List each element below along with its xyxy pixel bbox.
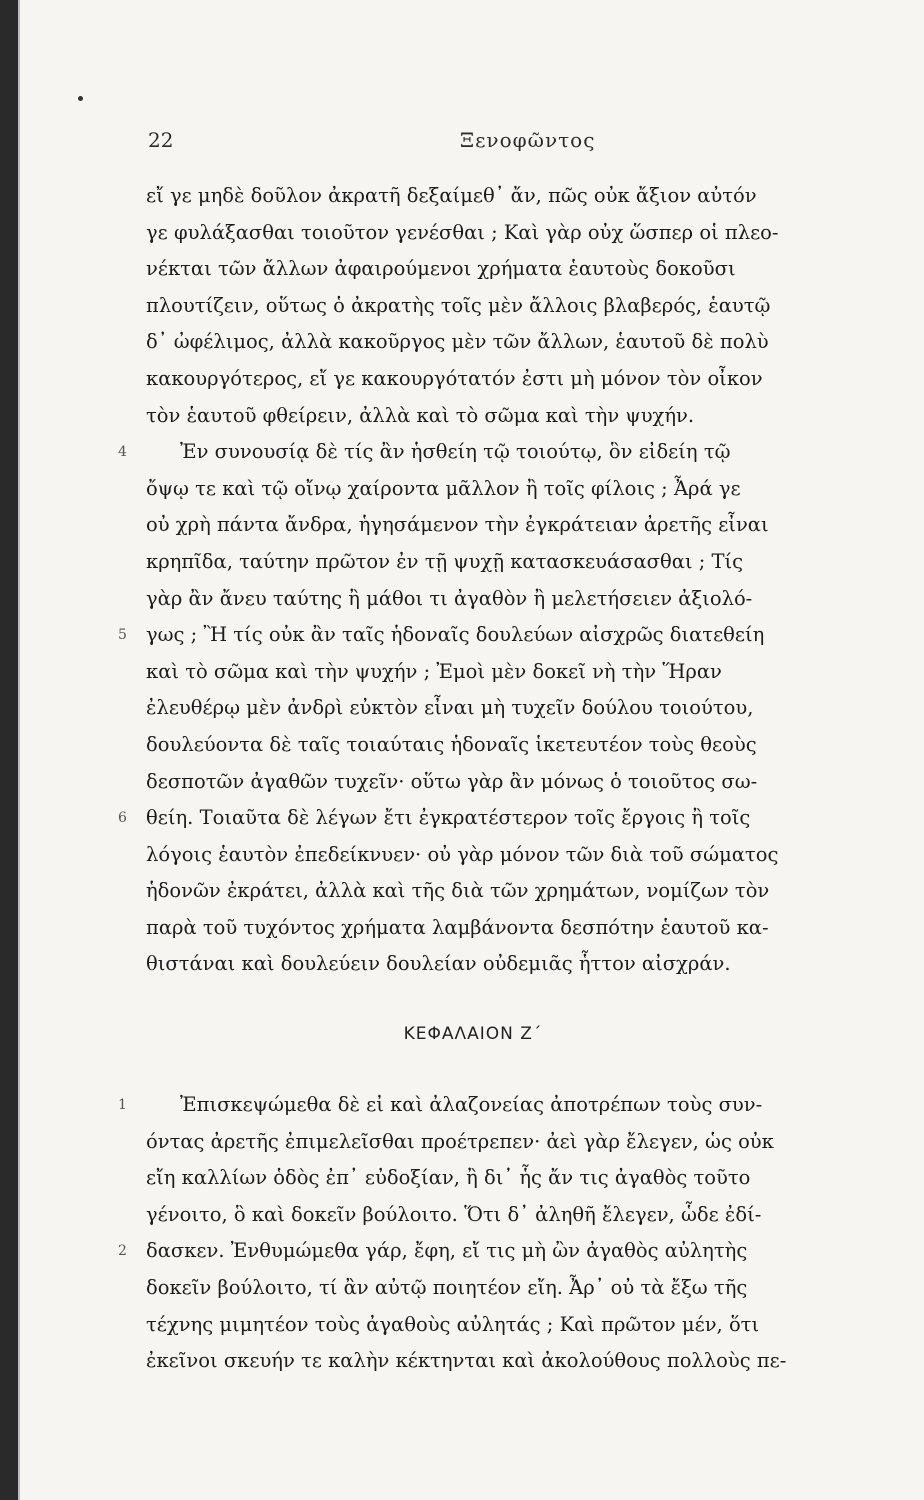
line-text: κακουργότερος, εἴ γε κακουργότατόν ἐστι μὴ μόνον τὸν οἶκον — [146, 366, 763, 390]
text-line — [146, 1124, 858, 1161]
line-text: δουλεύοντα δὲ ταῖς τοιαύταις ἡδοναῖς ἱκετευτέον τοὺς θεοὺς — [146, 732, 757, 756]
text-line — [146, 288, 858, 325]
text-line — [146, 1160, 858, 1197]
text-line — [146, 910, 858, 947]
text-line — [146, 727, 858, 764]
text-block-1 — [118, 178, 858, 983]
text-line — [146, 361, 858, 398]
text-line — [146, 544, 858, 581]
line-text: ἡδονῶν ἐκράτει, ἀλλὰ καὶ τῆς διὰ τῶν χρημάτων, νομίζων τὸν — [146, 879, 770, 903]
line-text: γε φυλάξασθαι τοιοῦτον γενέσθαι ; Καὶ γὰρ οὐχ ὥσπερ οἱ πλεο- — [146, 220, 779, 244]
text-line — [146, 507, 858, 544]
line-text: γως ; Ἢ τίς οὐκ ἂν ταῖς ἡδοναῖς δουλεύων αἰσχρῶς διατεθείη — [146, 623, 765, 647]
ink-speck — [78, 96, 83, 101]
line-text: οὐ χρὴ πάντα ἄνδρα, ἡγησάμενον τὴν ἐγκράτειαν ἀρετῆς εἶναι — [146, 513, 769, 537]
section-number: 4 — [118, 444, 127, 461]
line-text: τὸν ἑαυτοῦ φθείρειν, ἀλλὰ καὶ τὸ σῶμα καὶ τὴν ψυχήν. — [146, 403, 695, 427]
line-text: γὰρ ἂν ἄνευ ταύτης ἢ μάθοι τι ἀγαθὸν ἢ μελετήσειεν ἀξιολό- — [146, 586, 753, 610]
line-text: Ἐπισκεψώμεθα δὲ εἰ καὶ ἀλαζονείας ἀποτρέπων τοὺς συν- — [180, 1093, 763, 1116]
text-line — [118, 800, 858, 837]
page-number: 22 — [148, 128, 174, 152]
text-line — [118, 617, 858, 654]
line-text: δασκεν. Ἐνθυμώμεθα γάρ, ἔφη, εἴ τις μὴ ὢν ἀγαθὸς αὐλητὴς — [146, 1239, 748, 1263]
text-line — [146, 178, 858, 215]
running-title: Ξενοφῶντος — [460, 128, 596, 152]
text-line — [118, 434, 858, 471]
line-text: πλουτίζειν, οὕτως ὁ ἀκρατὴς τοῖς μὲν ἄλλοις βλαβερός, ἑαυτῷ — [146, 293, 771, 317]
line-text: κρηπῖδα, ταύτην πρῶτον ἐν τῇ ψυχῇ κατασκευάσασθαι ; Τίς — [146, 549, 744, 573]
text-block-2 — [118, 1087, 858, 1380]
line-text: θείη. Τοιαῦτα δὲ λέγων ἔτι ἐγκρατέστερον τοῖς ἔργοις ἢ τοῖς — [146, 806, 751, 830]
text-line — [146, 251, 858, 288]
text-line — [146, 1270, 858, 1307]
text-line — [146, 581, 858, 618]
text-line — [118, 1087, 858, 1124]
line-text: εἴη καλλίων ὁδὸς ἐπ᾽ εὐδοξίαν, ἢ δι᾽ ἧς ἄν τις ἀγαθὸς τοῦτο — [146, 1166, 751, 1190]
line-text: λόγοις ἑαυτὸν ἐπεδείκνυεν· οὐ γὰρ μόνον τῶν διὰ τοῦ σώματος — [146, 842, 779, 866]
line-text: ὄψῳ τε καὶ τῷ οἴνῳ χαίροντα μᾶλλον ἢ τοῖς φίλοις ; Ἆρά γε — [146, 476, 741, 500]
section-number: 5 — [118, 627, 127, 644]
line-text: δ᾽ ὠφέλιμος, ἀλλὰ κακοῦργος μὲν τῶν ἄλλων, ἑαυτοῦ δὲ πολὺ — [146, 330, 769, 354]
section-number: 1 — [118, 1097, 127, 1113]
line-text: γένοιτο, ὃ καὶ δοκεῖν βούλοιτο. Ὅτι δ᾽ ἀληθῆ ἔλεγεν, ὧδε ἐδί- — [146, 1202, 762, 1226]
text-line — [146, 1307, 858, 1344]
text-line — [146, 1197, 858, 1234]
line-text: καὶ τὸ σῶμα καὶ τὴν ψυχήν ; Ἐμοὶ μὲν δοκεῖ νὴ τὴν Ἥραν — [146, 659, 722, 683]
line-text: ἐλευθέρῳ μὲν ἀνδρὶ εὐκτὸν εἶναι μὴ τυχεῖν δούλου τοιούτου, — [146, 696, 754, 720]
text-line — [146, 873, 858, 910]
text-line — [146, 946, 858, 983]
line-text: παρὰ τοῦ τυχόντος χρήματα λαμβάνοντα δεσπότην ἑαυτοῦ κα- — [146, 915, 769, 939]
book-page — [18, 0, 924, 1500]
line-text: εἴ γε μηδὲ δοῦλον ἀκρατῆ δεξαίμεθ᾽ ἄν, πῶς οὐκ ἄξιον αὐτόν — [146, 184, 757, 207]
text-line — [146, 215, 858, 252]
text-line — [146, 471, 858, 508]
line-text: δεσποτῶν ἀγαθῶν τυχεῖν· οὕτω γὰρ ἂν μόνως ὁ τοιοῦτος σω- — [146, 769, 758, 793]
chapter-heading: ΚΕΦΑΛΑΙΟΝ Ζ΄ — [403, 1024, 543, 1044]
text-line — [146, 324, 858, 361]
text-line — [146, 1343, 858, 1380]
text-line — [146, 654, 858, 691]
line-text: θιστάναι καὶ δουλεύειν δουλείαν οὐδεμιᾶς ἧττον αἰσχράν. — [146, 952, 731, 976]
line-text: τέχνης μιμητέον τοὺς ἀγαθοὺς αὐλητάς ; Καὶ πρῶτον μέν, ὅτι — [146, 1312, 760, 1336]
text-line — [118, 1233, 858, 1270]
text-line — [146, 690, 858, 727]
line-text: ἐκεῖνοι σκευήν τε καλὴν κέκτηνται καὶ ἀκολούθους πολλοὺς πε- — [146, 1349, 787, 1373]
line-text: δοκεῖν βούλοιτο, τί ἂν αὐτῷ ποιητέον εἴη. Ἆρ᾽ οὐ τὰ ἔξω τῆς — [146, 1275, 748, 1299]
line-text: όντας ἀρετῆς ἐπιμελεῖσθαι προέτρεπεν· ἀεὶ γὰρ ἔλεγεν, ὡς οὐκ — [146, 1129, 774, 1153]
text-line — [146, 764, 858, 801]
line-text: νέκται τῶν ἄλλων ἀφαιρούμενοι χρήματα ἑαυτοὺς δοκοῦσι — [146, 257, 736, 281]
text-line — [146, 398, 858, 435]
line-text: Ἐν συνουσίᾳ δὲ τίς ἂν ἡσθείη τῷ τοιούτῳ, ὃν εἰδείη τῷ — [180, 440, 731, 464]
section-number: 6 — [118, 810, 127, 827]
section-number: 2 — [118, 1243, 127, 1260]
text-line — [146, 837, 858, 874]
